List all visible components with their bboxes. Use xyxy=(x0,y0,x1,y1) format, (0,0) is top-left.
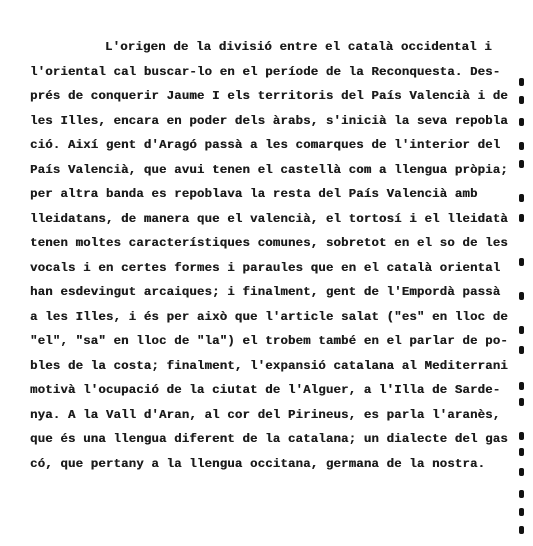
edge-mark xyxy=(519,194,524,202)
edge-mark xyxy=(519,142,524,150)
edge-mark xyxy=(519,468,524,476)
text-line: que és una llengua diferent de la catalana; un dialecte del gas xyxy=(30,432,508,446)
text-line: a les Illes, i és per això que l'article salat ("es" en lloc de xyxy=(30,310,508,324)
edge-mark xyxy=(519,326,524,334)
edge-mark xyxy=(519,214,524,222)
text-line: les Illes, encara en poder dels àrabs, s'inicià la seva repobla xyxy=(30,114,508,128)
edge-mark xyxy=(519,346,524,354)
text-line: bles de la costa; finalment, l'expansió catalana al Mediterrani xyxy=(30,359,508,373)
edge-mark xyxy=(519,508,524,516)
edge-mark xyxy=(519,160,524,168)
edge-mark xyxy=(519,258,524,266)
edge-mark xyxy=(519,526,524,534)
edge-mark xyxy=(519,490,524,498)
text-line: vocals i en certes formes i paraules que en el català oriental xyxy=(30,261,501,275)
text-line: l'oriental cal buscar-lo en el període de la Reconquesta. Des- xyxy=(30,65,501,79)
text-line: prés de conquerir Jaume I els territoris del País Valencià i de xyxy=(30,89,508,103)
text-line: ció. Així gent d'Aragó passà a les comarques de l'interior del xyxy=(30,138,501,152)
text-line: motivà l'ocupació de la ciutat de l'Alguer, a l'Illa de Sarde- xyxy=(30,383,501,397)
text-line: han esdevingut arcaiques; i finalment, gent de l'Empordà passà xyxy=(30,285,501,299)
edge-mark xyxy=(519,96,524,104)
edge-mark xyxy=(519,118,524,126)
text-line: nya. A la Vall d'Aran, al cor del Pirineus, es parla l'aranès, xyxy=(30,408,501,422)
text-line: lleidatans, de manera que el valencià, el tortosí i el lleidatà xyxy=(30,212,508,226)
edge-mark xyxy=(519,448,524,456)
edge-mark xyxy=(519,292,524,300)
text-line: tenen moltes característiques comunes, sobretot en el so de les xyxy=(30,236,508,250)
scan-edge-marks xyxy=(519,0,529,546)
edge-mark xyxy=(519,432,524,440)
text-line: L'origen de la divisió entre el català occidental i xyxy=(105,40,492,54)
text-line: País Valencià, que avui tenen el castellà com a llengua pròpia; xyxy=(30,163,508,177)
edge-mark xyxy=(519,78,524,86)
edge-mark xyxy=(519,398,524,406)
text-line: có, que pertany a la llengua occitana, germana de la nostra. xyxy=(30,457,486,471)
edge-mark xyxy=(519,382,524,390)
text-line: per altra banda es repoblava la resta del País Valencià amb xyxy=(30,187,478,201)
text-line: "el", "sa" en lloc de "la") el trobem també en el parlar de po- xyxy=(30,334,508,348)
